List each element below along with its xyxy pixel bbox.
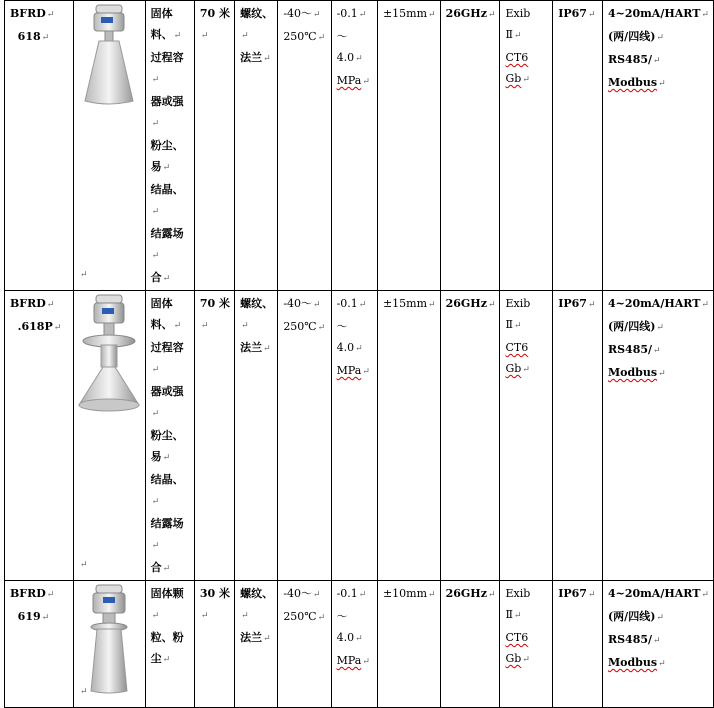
accuracy-cell: ±10mm↵ [377, 581, 440, 708]
product-image-cell: ↵ [74, 581, 146, 708]
model-cell: BFRD↵ 618↵ [5, 1, 74, 291]
mount-cell: 螺纹、↵ 法兰↵ [235, 291, 278, 581]
temperature-cell: -40～↵ 250℃↵ [278, 291, 331, 581]
range-cell: 70 米↵ [194, 291, 234, 581]
temperature-cell: -40～↵ 250℃↵ [278, 1, 331, 291]
protection-cell: IP67↵ [553, 291, 603, 581]
output-cell: 4~20mA/HART↵ (两/四线)↵ RS485/↵ Modbus↵ [602, 291, 713, 581]
small-horn-radar-sensor-icon [74, 583, 145, 695]
frequency-cell: 26GHz↵ [440, 291, 500, 581]
table-row [5, 1, 714, 291]
mount-cell: 螺纹、↵ 法兰↵ [235, 1, 278, 291]
spec-table [4, 0, 714, 708]
table-row [5, 581, 714, 708]
temperature-cell: -40～↵ 250℃↵ [278, 581, 331, 708]
frequency-cell: 26GHz↵ [440, 1, 500, 291]
model-cell: BFRD↵ 619↵ [5, 581, 74, 708]
range-cell: 30 米↵ [194, 581, 234, 708]
medium-cell: 固体颗↵ 粒、粉尘↵ [145, 581, 194, 708]
product-image-cell: ↵ [74, 1, 146, 291]
explosion-proof-cell: Exib Ⅱ↵ CT6 Gb↵ [500, 291, 553, 581]
flanged-horn-radar-sensor-icon [74, 293, 145, 419]
output-cell: 4~20mA/HART↵ (两/四线)↵ RS485/↵ Modbus↵ [602, 1, 713, 291]
mount-cell: 螺纹、↵ 法兰↵ [235, 581, 278, 708]
medium-cell: 固体料、↵ 过程容↵ 器或强↵ 粉尘、易↵ 结晶、↵ 结露场↵ 合↵ [145, 1, 194, 291]
model-cell: BFRD↵ .618P↵ [5, 291, 74, 581]
product-image-cell: ↵ [74, 291, 146, 581]
protection-cell: IP67↵ [553, 1, 603, 291]
table-row [5, 291, 714, 581]
frequency-cell: 26GHz↵ [440, 581, 500, 708]
pressure-cell: -0.1↵ ～4.0↵ MPa↵ [331, 581, 377, 708]
pressure-cell: -0.1↵ ～4.0↵ MPa↵ [331, 291, 377, 581]
horn-radar-sensor-icon [74, 3, 145, 107]
accuracy-cell: ±15mm↵ [377, 291, 440, 581]
explosion-proof-cell: Exib Ⅱ↵ CT6 Gb↵ [500, 581, 553, 708]
explosion-proof-cell: Exib Ⅱ↵ CT6 Gb↵ [500, 1, 553, 291]
output-cell: 4~20mA/HART↵ (两/四线)↵ RS485/↵ Modbus↵ [602, 581, 713, 708]
accuracy-cell: ±15mm↵ [377, 1, 440, 291]
pressure-cell: -0.1↵ ～4.0↵ MPa↵ [331, 1, 377, 291]
medium-cell: 固体料、↵ 过程容↵ 器或强↵ 粉尘、易↵ 结晶、↵ 结露场↵ 合↵ [145, 291, 194, 581]
range-cell: 70 米↵ [194, 1, 234, 291]
protection-cell: IP67↵ [553, 581, 603, 708]
